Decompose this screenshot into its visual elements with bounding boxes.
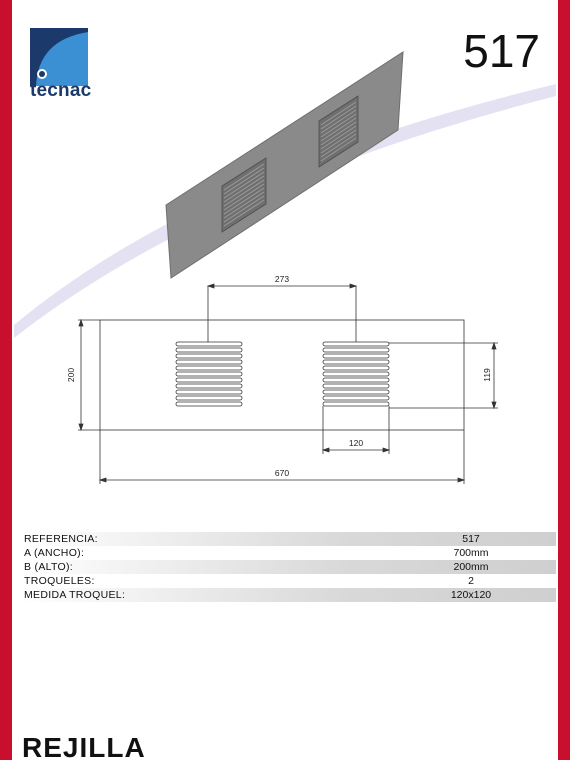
product-category: REJILLA — [22, 732, 146, 763]
spec-label: REFERENCIA: — [24, 533, 98, 545]
dim-total-width: 670 — [274, 468, 290, 478]
spec-row-troqueles — [20, 574, 556, 588]
spec-row-referencia — [20, 532, 556, 546]
spec-table — [20, 532, 556, 602]
dim-spacing: 273 — [274, 274, 290, 284]
spec-row-alto — [20, 560, 556, 574]
brand-name: tecnac — [30, 80, 92, 101]
panel-outline — [100, 320, 464, 430]
spec-label: A (ANCHO): — [24, 547, 85, 559]
spec-value: 700mm — [453, 547, 489, 559]
spec-label: MEDIDA TROQUEL: — [24, 589, 126, 601]
panel-3d-view — [166, 52, 403, 278]
spec-value: 120x120 — [450, 589, 492, 601]
dim-cutout-width: 120 — [348, 438, 364, 448]
spec-value: 200mm — [453, 561, 489, 573]
reference-number: 517 — [463, 25, 540, 77]
dim-height: 200 — [66, 367, 76, 383]
spec-label: B (ALTO): — [24, 561, 73, 573]
spec-label: TROQUELES: — [24, 575, 95, 587]
spec-row-medida-troquel — [20, 588, 556, 602]
spec-value: 517 — [462, 533, 480, 545]
dim-cutout-height: 119 — [482, 368, 492, 382]
background-swoosh — [14, 84, 556, 338]
spec-value: 2 — [468, 575, 474, 587]
spec-row-ancho — [20, 546, 556, 560]
technical-drawing — [78, 284, 498, 484]
